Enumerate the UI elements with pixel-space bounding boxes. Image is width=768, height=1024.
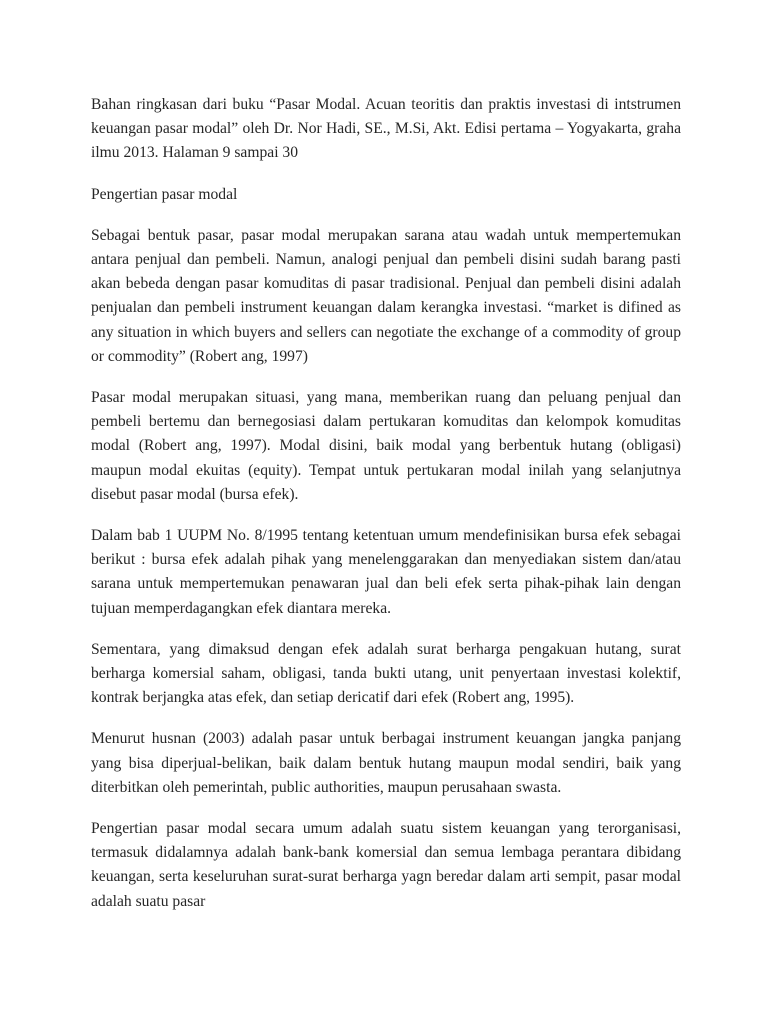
intro-paragraph: Bahan ringkasan dari buku “Pasar Modal. Acuan teoritis dan praktis investasi di intstrumen keuangan pasar modal” oleh Dr. Nor Hadi, SE., M.Si, Akt. Edisi pertama – Yogyakarta, graha ilmu 2013. Halaman 9 sampai 30 bbox=[91, 96, 681, 162]
body-paragraph-2: Pasar modal merupakan situasi, yang mana, memberikan ruang dan peluang penjual dan pembeli bertemu dan bernegosiasi dalam pertukaran komuditas dan kelompok komuditas modal (Robert ang, 1997). Modal disini, baik modal yang berbentuk hutang (obligasi) maupun modal ekuitas (equity). Tempat untuk pertukaran modal inilah yang selanjutnya disebut pasar modal (bursa efek). bbox=[91, 389, 681, 503]
body-paragraph-6: Pengertian pasar modal secara umum adalah suatu sistem keuangan yang terorganisasi, termasuk didalamnya adalah bank-bank komersial dan semua lembaga perantara dibidang keuangan, serta keseluruhan surat-surat berharga yagn beredar dalam arti sempit, pasar modal adalah suatu pasar bbox=[91, 820, 681, 910]
section-heading: Pengertian pasar modal bbox=[91, 185, 238, 203]
body-paragraph-5: Menurut husnan (2003) adalah pasar untuk berbagai instrument keuangan jangka panjang yang bisa diperjual-belikan, baik dalam bentuk hutang maupun modal sendiri, baik yang diterbitkan oleh pemerintah, public authorities, maupun perusahaan swasta. bbox=[91, 730, 681, 796]
body-paragraph-3: Dalam bab 1 UUPM No. 8/1995 tentang ketentuan umum mendefinisikan bursa efek sebagai berikut : bursa efek adalah pihak yang menelenggarakan dan menyediakan sistem dan/atau sarana untuk mempertemukan penawaran jual dan beli efek serta pihak-pihak lain dengan tujuan memperdagangkan efek diantara mereka. bbox=[91, 527, 681, 617]
body-paragraph-1: Sebagai bentuk pasar, pasar modal merupakan sarana atau wadah untuk mempertemukan antara penjual dan pembeli. Namun, analogi penjual dan pembeli disini sudah barang pasti akan bebeda dengan pasar komuditas di pasar tradisional. Penjual dan pembeli disini adalah penjualan dan pembeli instrument keuangan dalam kerangka investasi. “market is difined as any situation in which buyers and sellers can negotiate the exchange of a commodity of group or commodity” (Robert ang, 1997) bbox=[91, 226, 681, 365]
body-paragraph-4: Sementara, yang dimaksud dengan efek adalah surat berharga pengakuan hutang, surat berharga komersial saham, obligasi, tanda bukti utang, unit penyertaan investasi kolektif, kontrak berjangka atas efek, dan setiap dericatif dari efek (Robert ang, 1995). bbox=[91, 640, 681, 707]
document-body bbox=[91, 93, 681, 931]
